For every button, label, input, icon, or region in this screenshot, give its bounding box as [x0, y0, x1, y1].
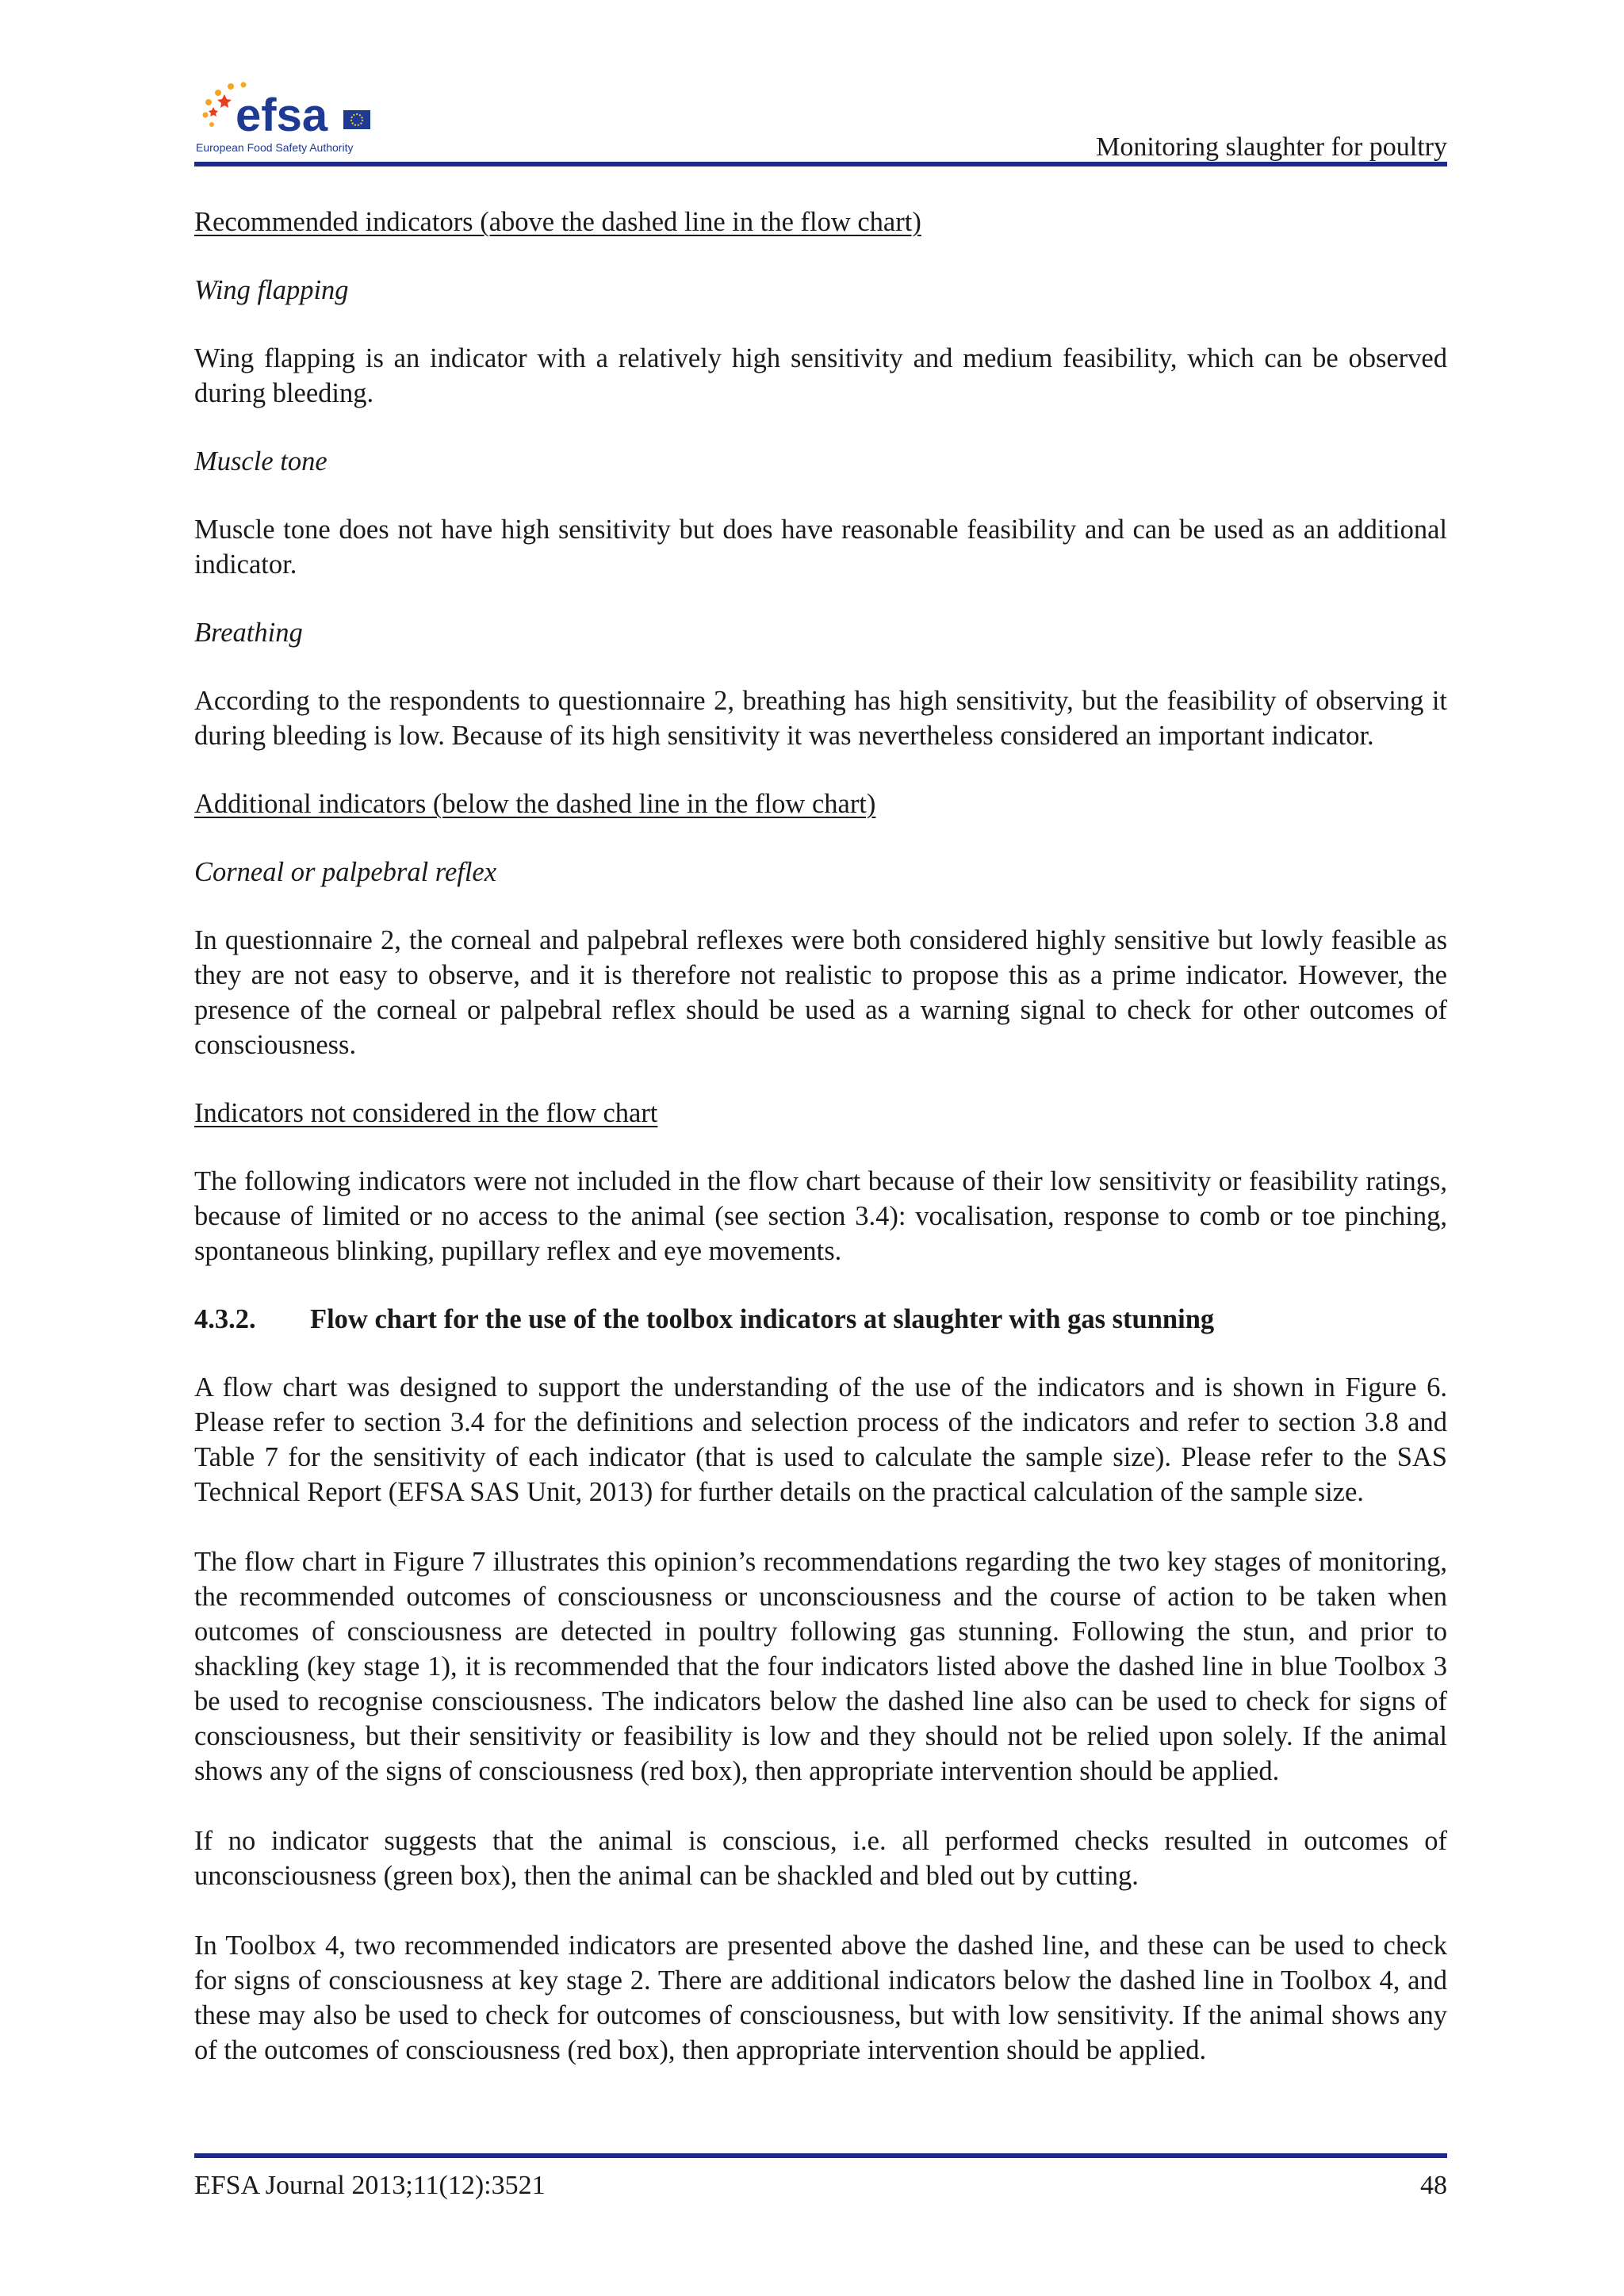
page-header — [194, 75, 1447, 166]
logo-word: efsa — [236, 90, 328, 141]
not-considered-text: The following indicators were not included in the flow chart because of their low sensitivity or feasibility ratings, because of limited or no access to the animal (see section 3.4): vocalisation, response to comb or toe pinching, spontaneous blinking, pupillary reflex and eye movements. — [194, 1166, 1447, 1266]
paragraph-4: In Toolbox 4, two recommended indicators are presented above the dashed line, and these can be used to check for signs of consciousness at key stage 2. There are additional indicators below the dashed line in Toolbox 4, and these may also be used to check for outcomes of consciousness, but with low sensitivity. If the animal shows any of the outcomes of consciousness (red box), then appropriate intervention should be applied. — [194, 1931, 1447, 2065]
wing-flapping-text: Wing flapping is an indicator with a relatively high sensitivity and medium feasibility, which can be observed during bleeding. — [194, 343, 1447, 408]
muscle-tone-title: Muscle tone — [194, 446, 327, 476]
page-number: 48 — [1420, 2171, 1447, 2200]
running-title: Monitoring slaughter for poultry — [1096, 132, 1447, 162]
paragraph-2: The flow chart in Figure 7 illustrates this opinion’s recommendations regarding the two key stages of monitoring, the recommended outcomes of consciousness or unconsciousness and the course of action to be taken when outcomes of consciousness are detected in poultry following gas stunning. Following the stun, and prior to shackling (key stage 1), it is recommended that the four indicators listed above the dashed line in blue Toolbox 3 be used to recognise consciousness. The indicators below the dashed line also can be used to check for signs of consciousness, but their sensitivity or feasibility is low and they should not be relied upon solely. If the animal shows any of the signs of consciousness (red box), then appropriate intervention should be applied. — [194, 1547, 1447, 1786]
efsa-logo-graphic — [194, 75, 385, 163]
section-heading — [194, 1302, 1447, 1337]
muscle-tone-text: Muscle tone does not have high sensitivity but does have reasonable feasibility and can be used as an additional indicator. — [194, 515, 1447, 580]
wing-flapping-title: Wing flapping — [194, 275, 349, 305]
corneal-reflex-text: In questionnaire 2, the corneal and palpebral reflexes were both considered highly sensitive but lowly feasible as they are not easy to observe, and it is therefore not realistic to propose this as a prime indicator. However, the presence of the corneal or palpebral reflex should be used as a warning signal to check for other outcomes of consciousness. — [194, 925, 1447, 1060]
paragraph-3: If no indicator suggests that the animal is conscious, i.e. all performed checks resulted in outcomes of unconsciousness (green box), then the animal can be shackled and bled out by cutting. — [194, 1826, 1447, 1891]
breathing-title: Breathing — [194, 618, 303, 648]
footer-rule — [194, 2153, 1447, 2158]
not-considered-heading: Indicators not considered in the flow chart — [194, 1098, 658, 1128]
breathing-text: According to the respondents to questionnaire 2, breathing has high sensitivity, but the feasibility of observing it during bleeding is low. Because of its high sensitivity it was nevertheless considered an important indicator. — [194, 686, 1447, 751]
section-title: Flow chart for the use of the toolbox indicators at slaughter with gas stunning — [310, 1304, 1215, 1334]
corneal-reflex-title: Corneal or palpebral reflex — [194, 857, 497, 887]
journal-citation: EFSA Journal 2013;11(12):3521 — [194, 2171, 546, 2200]
logo-caption: European Food Safety Authority — [196, 141, 354, 154]
page-body — [194, 205, 1447, 2068]
paragraph-1: A flow chart was designed to support the understanding of the use of the indicators and is shown in Figure 6. Please refer to section 3.4 for the definitions and selection process of the indicators and refer to section 3.8 and Table 7 for the sensitivity of each indicator (that is used to calculate the sample size). Please refer to the SAS Technical Report (EFSA SAS Unit, 2013) for further details on the practical calculation of the sample size. — [194, 1372, 1447, 1507]
efsa-logo — [194, 75, 385, 163]
header-rule — [194, 162, 1447, 166]
section-number: 4.3.2. — [194, 1304, 256, 1334]
additional-indicators-heading: Additional indicators (below the dashed line in the flow chart) — [194, 789, 876, 819]
recommended-indicators-heading: Recommended indicators (above the dashed line in the flow chart) — [194, 207, 921, 237]
